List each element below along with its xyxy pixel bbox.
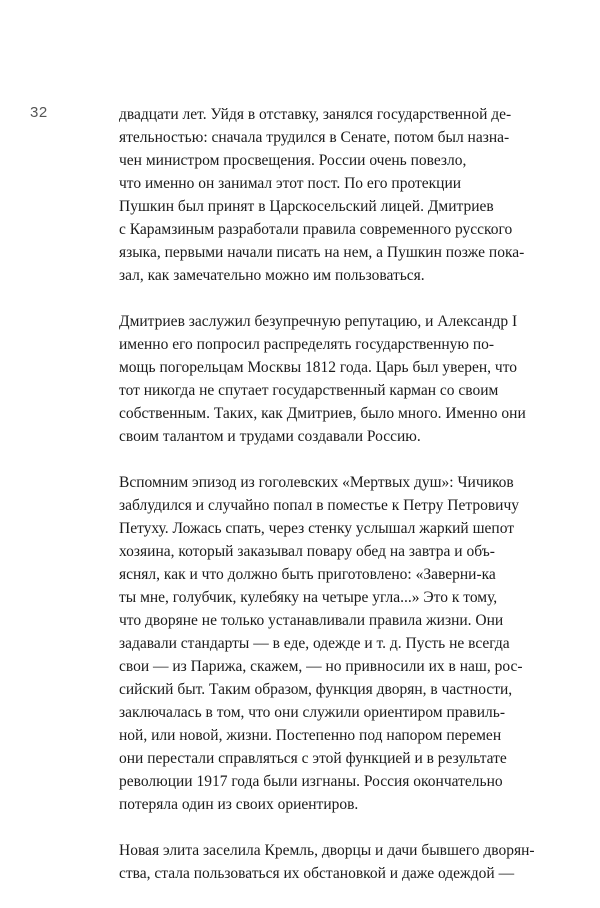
text-line: ты мне, голубчик, кулебяку на четыре угла...» Это к тому, [119, 589, 498, 606]
paragraph [119, 103, 539, 287]
text-line: Дмитриев заслужил безупречную репутацию, и Александр I [119, 313, 518, 330]
text-line: что именно он занимал этот пост. По его протекции [119, 175, 462, 192]
text-line: двадцати лет. Уйдя в отставку, занялся государственной де- [119, 106, 512, 123]
text-line: сийский быт. Таким образом, функция дворян, в частности, [119, 681, 513, 698]
text-line: Новая элита заселила Кремль, дворцы и дачи бывшего дворян- [119, 842, 535, 859]
text-line: революции 1917 года были изгнаны. Россия окончательно [119, 773, 503, 790]
text-line: задавали стандарты — в еде, одежде и т. д. Пусть не всегда [119, 635, 510, 652]
paragraph [119, 310, 539, 448]
text-line: своим талантом и трудами создавали Россию. [119, 428, 421, 445]
text-line: потеряла один из своих ориентиров. [119, 796, 359, 813]
text-line: Вспомним эпизод из гоголевских «Мертвых душ»: Чичиков [119, 474, 514, 491]
text-line: Пушкин был принят в Царскосельский лицей. Дмитриев [119, 198, 494, 215]
text-line: яснял, как и что должно быть приготовлено: «Заверни-ка [119, 566, 496, 583]
text-line: тот никогда не спутает государственный карман со своим [119, 382, 499, 399]
text-line: именно его попросил распределять государственную по- [119, 336, 495, 353]
text-line: заключалась в том, что они служили ориентиром правиль- [119, 704, 505, 721]
text-line: заблудился и случайно попал в поместье к Петру Петровичу [119, 497, 520, 514]
page-number: 32 [30, 104, 48, 121]
text-line: хозяина, который заказывал повару обед на завтра и объ- [119, 543, 495, 560]
text-line: с Карамзиным разработали правила современного русского [119, 221, 513, 238]
text-line: собственным. Таких, как Дмитриев, было много. Именно они [119, 405, 526, 422]
text-line: зал, как замечательно можно им пользоваться. [119, 267, 425, 284]
text-line: ятельностью: сначала трудился в Сенате, потом был назна- [119, 129, 510, 146]
text-line: Петуху. Ложась спать, через стенку услышал жаркий шепот [119, 520, 515, 537]
text-line: мощь погорельцам Москвы 1812 года. Царь был уверен, что [119, 359, 518, 376]
text-line: свои — из Парижа, скажем, — но привносили их в наш, рос- [119, 658, 523, 675]
paragraph [119, 471, 539, 816]
paragraph [119, 839, 539, 885]
text-line: ства, стала пользоваться их обстановкой и даже одеждой — [119, 865, 515, 882]
text-line: что дворяне не только устанавливали правила жизни. Они [119, 612, 504, 629]
text-line: языка, первыми начали писать на нем, а Пушкин позже пока- [119, 244, 525, 261]
text-line: чен министром просвещения. России очень повезло, [119, 152, 467, 169]
text-line: они перестали справляться с этой функцией и в результате [119, 750, 507, 767]
text-line: ной, или новой, жизни. Постепенно под напором перемен [119, 727, 502, 744]
body-text [119, 103, 539, 908]
